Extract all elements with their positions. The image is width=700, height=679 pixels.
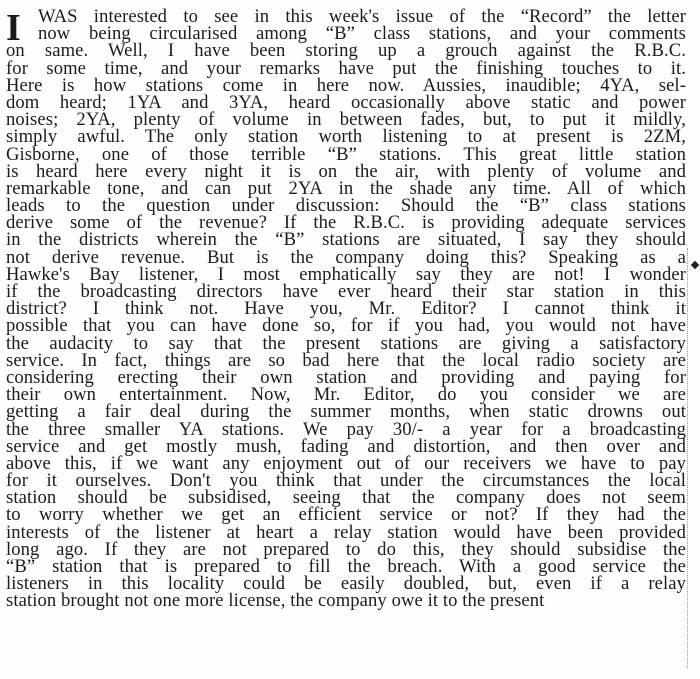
text-line: district? I think not. Have you, Mr. Editor? I cannot think it <box>6 298 686 320</box>
text-line: getting a fair deal during the summer months, when static drowns out <box>6 401 686 423</box>
text-line: to worry whether we get an efficient service or not? If they had the <box>6 504 686 526</box>
text-line: service. In fact, things are so bad here that the local radio society are <box>6 349 686 371</box>
letter-article <box>6 8 686 610</box>
text-line: interests of the listener at heart a relay station would have been provided <box>6 521 686 543</box>
text-line: Hawke's Bay listener, I most emphatically say they are not! I wonder <box>6 263 686 285</box>
text-line: Gisborne, one of those terrible “B” stations. This great little station <box>6 143 686 165</box>
text-line: for some time, and your remarks have put the finishing touches to it. <box>6 57 686 79</box>
text-line: leads to the question under discussion: Should the “B” class stations <box>6 195 686 217</box>
text-line: long ago. If they are not prepared to do this, they should subsidise the <box>6 538 686 560</box>
text-line: possible that you can have done so, for if you had, you would not have <box>6 315 686 337</box>
text-line: station brought not one more license, the company owe it to the present <box>6 590 545 612</box>
text-line: derive some of the revenue? If the R.B.C. is providing adequate services <box>6 212 686 234</box>
text-line: service and get mostly mush, fading and distortion, and then over and <box>6 435 686 457</box>
text-line: Here is how stations come in here now. Aussies, inaudible; 4YA, sel- <box>6 74 686 96</box>
text-line: the audacity to say that the present stations are giving a satisfactory <box>6 332 686 354</box>
text-line: the three smaller YA stations. We pay 30/- a year for a broadcasting <box>6 418 686 440</box>
text-line: noises; 2YA, plenty of volume in between fades, but, to put it mildly, <box>6 109 686 131</box>
text-line: considering erecting their own station and providing and paying for <box>6 366 686 388</box>
text-line: simply awful. The only station worth listening to at present is 2ZM, <box>6 126 686 148</box>
text-line: is heard here every night it is on the air, with plenty of volume and <box>6 160 686 182</box>
text-line: above this, if we want any enjoyment out of our receivers we have to pay <box>6 452 686 474</box>
text-line: in the districts wherein the “B” stations are situated, I say they should <box>6 229 686 251</box>
text-line: not derive revenue. But is the company doing this? Speaking as a <box>6 246 686 268</box>
text-line: WAS interested to see in this week's issue of the “Record” the letter <box>38 6 686 27</box>
text-line: “B” station that is prepared to fill the breach. With a good service the <box>6 556 686 577</box>
text-line: on same. Well, I have been storing up a grouch against the R.B.C. <box>6 40 686 62</box>
text-line: for it ourselves. Don't you think that under the circumstances the local <box>6 470 686 492</box>
drop-cap: I <box>6 7 21 49</box>
page-edge-mark <box>687 248 696 668</box>
text-line: if the broadcasting directors have ever heard their star station in this <box>6 281 686 302</box>
text-line: their own entertainment. Now, Mr. Editor, do you consider we are <box>6 384 686 406</box>
text-line: remarkable tone, and can put 2YA in the shade any time. All of which <box>6 177 686 199</box>
text-line: now being circularised among “B” class stations, and your comments <box>38 23 686 45</box>
text-line: station should be subsidised, seeing that the company does not seem <box>6 487 686 509</box>
text-line: dom heard; 1YA and 3YA, heard occasionally above static and power <box>6 91 686 113</box>
text-line: listeners in this locality could be easily doubled, but, even if a relay <box>6 573 686 595</box>
